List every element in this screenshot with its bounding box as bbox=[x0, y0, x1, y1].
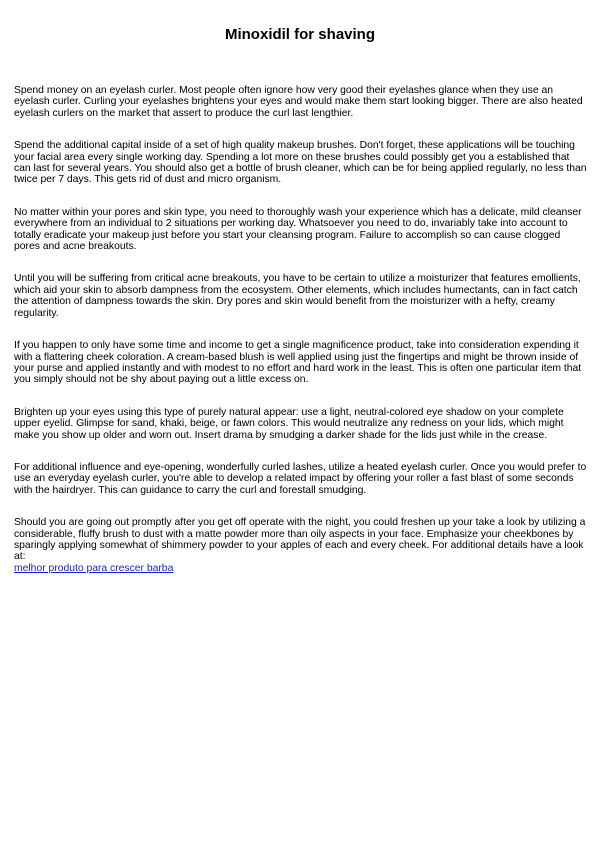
paragraph-cheek-color: If you happen to only have some time and income to get a single magnificence product, take into consideration expending it with a flattering cheek coloration. A cream-based blush is well applied using just the fingertips and might be thrown inside of your purse and applied instantly and with modest to no effort and hard work in the least. This is often one particular item that you simply should not be shy about paying out a little excess on. bbox=[14, 340, 582, 386]
paragraph-cleanser: No matter within your pores and skin type, you need to thoroughly wash your experience which has a delicate, mild cleanser everywhere from an individual to 2 situations per working day. Whatsoever you need to do, invariably take into account to totally eradicate your makeup just before you start your cleansing program. Failure to accomplish so can cause clogged pores and acne breakouts. bbox=[14, 206, 582, 253]
paragraph-eye-shadow: Brighten up your eyes using this type of purely natural appear: use a light, neutral-colored eye shadow on your complete upper eyelid. Glimpse for sand, khaki, beige, or fawn colors. This would neutralize any redness on your lids, which might make you show up older and worn out. Insert drama by smudging a darker shade for the lids just while in the crease. bbox=[14, 406, 564, 441]
page-title: Minoxidil for shaving bbox=[224, 26, 375, 43]
paragraph-eyelash-curler: Spend money on an eyelash curler. Most people often ignore how very good their eyelashes glance when they use an eyelash curler. Curling your eyelashes brightens your eyes and would make them start looking bigger. There are also heated eyelash curlers on the market that assert to produce the curl last lengthier. bbox=[14, 85, 583, 119]
paragraph-powder bbox=[14, 517, 588, 574]
paragraph-makeup-brushes: Spend the additional capital inside of a set of high quality makeup brushes. Don't forget, these applications will be touching your facial area every single working day. Spending a lot more on these brushes could possibly get you a established that can last for several years. You should also get a bottle of brush cleaner, which can be for being applied regularly, no less than twice per 7 days. This gets rid of dust and micro organism. bbox=[14, 140, 587, 186]
reference-link[interactable]: melhor produto para crescer barba bbox=[14, 562, 174, 574]
document-body bbox=[14, 85, 588, 574]
paragraph-heated-curler: For additional influence and eye-opening, wonderfully curled lashes, utilize a heated eyelash curler. Once you would prefer to use an everyday eyelash curler, you're able to develop a related impact by offering your roller a fast blast of some seconds with the hairdryer. This can guidance to carry the curl and forestall smudging. bbox=[14, 461, 587, 496]
paragraph-powder-text: Should you are going out promptly after you get off operate with the night, you could freshen up your take a look by utilizing a considerable, fluffy brush to dust with a matte powder more than oily aspects in your face. Emphasize your cheekbones by sparingly applying somewhat of shimmery powder to your apples of each and every cheek. For additional details have a look at: bbox=[14, 517, 586, 563]
paragraph-moisturizer: Until you will be suffering from critical acne breakouts, you have to be certain to utilize a moisturizer that features emollients, which aid your skin to absorb dampness from the ecosystem. Other elements, which includes humectants, can in fact catch the attention of dampness towards the skin. Dry pores and skin would benefit from the moisturizer with a hefty, creamy regularity. bbox=[14, 273, 581, 319]
